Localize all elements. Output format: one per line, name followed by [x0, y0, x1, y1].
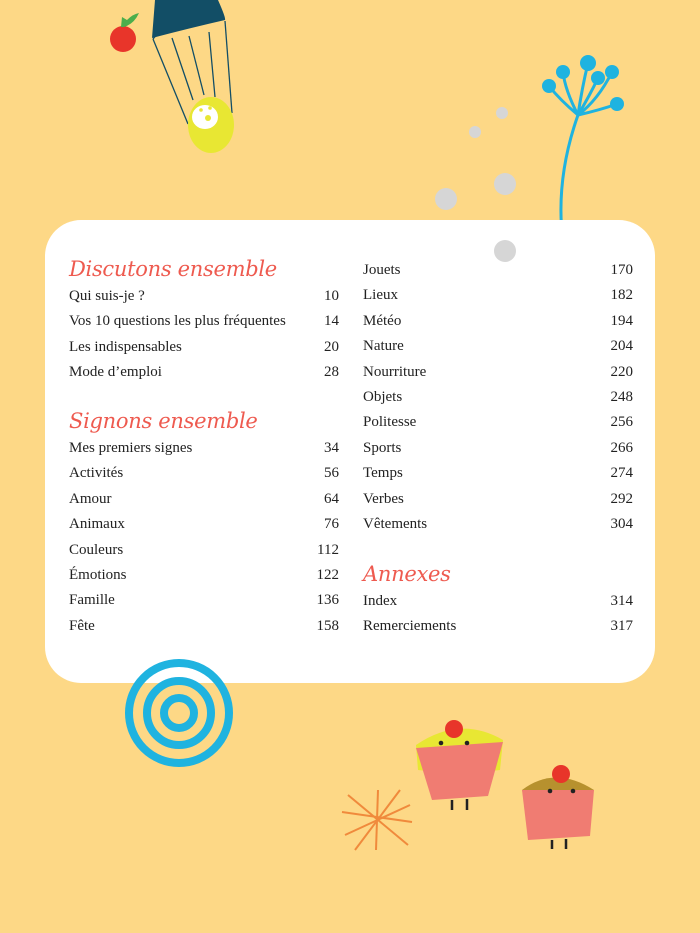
entry-label: Lieux	[363, 287, 398, 304]
section-heading: Discutons ensemble	[69, 257, 277, 281]
toc-entry[interactable]	[363, 258, 633, 283]
target-circles	[129, 663, 229, 763]
entry-label: Temps	[363, 465, 403, 482]
entry-page-number: 56	[324, 465, 339, 482]
toc-entry[interactable]	[363, 309, 633, 334]
entry-page-number: 170	[610, 262, 633, 278]
entry-page-number: 64	[324, 490, 339, 507]
entry-page-number: 182	[610, 287, 633, 304]
entry-label: Activités	[69, 465, 124, 482]
toc-entry[interactable]	[363, 436, 633, 461]
entry-page-number: 317	[610, 618, 633, 635]
entry-label: Vos 10 questions les plus fréquentes	[69, 313, 286, 330]
entry-page-number: 122	[316, 566, 339, 583]
entry-label: Amour	[69, 490, 112, 507]
entry-label: Couleurs	[69, 541, 124, 558]
entry-page-number: 292	[610, 490, 633, 507]
entry-label: Famille	[69, 592, 115, 609]
toc-entry[interactable]	[363, 589, 633, 614]
entry-page-number: 158	[316, 617, 339, 634]
entry-page-number: 248	[610, 388, 633, 405]
entry-page-number: 14	[324, 313, 339, 330]
toc-entry[interactable]	[69, 538, 339, 563]
entry-label: Remerciements	[363, 618, 457, 635]
entry-page-number: 112	[317, 541, 339, 558]
entry-page-number: 266	[610, 439, 633, 456]
entry-page-number: 76	[324, 516, 339, 533]
toc-entry[interactable]	[363, 461, 633, 486]
entry-label: Émotions	[69, 566, 127, 583]
section-heading: Signons ensemble	[69, 409, 258, 433]
toc-entry[interactable]	[69, 487, 339, 512]
entry-label: Politesse	[363, 414, 417, 431]
entry-label: Qui suis-je ?	[69, 288, 145, 304]
star-burst	[342, 790, 412, 850]
entry-page-number: 34	[324, 440, 339, 456]
entry-page-number: 10	[324, 288, 339, 304]
entry-label: Nature	[363, 338, 404, 355]
entry-label: Les indispensables	[69, 338, 182, 355]
toc-entry[interactable]	[363, 410, 633, 435]
entry-page-number: 136	[316, 592, 339, 609]
toc-entry[interactable]	[363, 487, 633, 512]
entry-page-number: 256	[610, 414, 633, 431]
toc-entry[interactable]	[69, 335, 339, 360]
entry-label: Sports	[363, 439, 402, 456]
entry-page-number: 204	[610, 338, 633, 355]
toc-entry[interactable]	[69, 512, 339, 537]
toc-entry[interactable]	[363, 360, 633, 385]
entry-label: Mode d’emploi	[69, 364, 162, 381]
entry-label: Objets	[363, 388, 403, 405]
cupcake-right	[522, 765, 594, 849]
toc-entry[interactable]	[363, 614, 633, 639]
toc-entry[interactable]	[69, 360, 339, 385]
toc-entry[interactable]	[69, 563, 339, 588]
entry-label: Nourriture	[363, 363, 427, 380]
entry-page-number: 274	[610, 465, 633, 482]
section-discutons	[69, 254, 339, 386]
section-signons-continued	[363, 258, 633, 537]
entry-label: Mes premiers signes	[69, 440, 193, 456]
toc-entry[interactable]	[363, 385, 633, 410]
toc-entry[interactable]	[363, 283, 633, 308]
toc-entry[interactable]	[69, 284, 339, 309]
section-annexes	[363, 559, 633, 640]
toc-entry[interactable]	[69, 461, 339, 486]
toc-entry[interactable]	[69, 436, 339, 461]
entry-page-number: 220	[610, 363, 633, 380]
entry-page-number: 28	[324, 364, 339, 381]
entry-label: Verbes	[363, 490, 404, 507]
section-signons	[69, 406, 339, 639]
entry-page-number: 314	[610, 593, 633, 609]
entry-label: Météo	[363, 312, 402, 329]
entry-label: Vêtements	[363, 515, 428, 532]
entry-label: Animaux	[69, 516, 125, 533]
entry-label: Fête	[69, 617, 95, 634]
section-heading: Annexes	[363, 562, 451, 586]
toc-entry[interactable]	[363, 334, 633, 359]
toc-entry[interactable]	[69, 614, 339, 639]
cupcake-left	[416, 720, 503, 810]
toc-entry[interactable]	[363, 512, 633, 537]
toc-entry[interactable]	[69, 309, 339, 334]
entry-page-number: 194	[610, 312, 633, 329]
entry-label: Index	[363, 593, 398, 609]
toc-entry[interactable]	[69, 588, 339, 613]
entry-label: Jouets	[363, 262, 401, 278]
entry-page-number: 304	[610, 515, 633, 532]
entry-page-number: 20	[324, 338, 339, 355]
